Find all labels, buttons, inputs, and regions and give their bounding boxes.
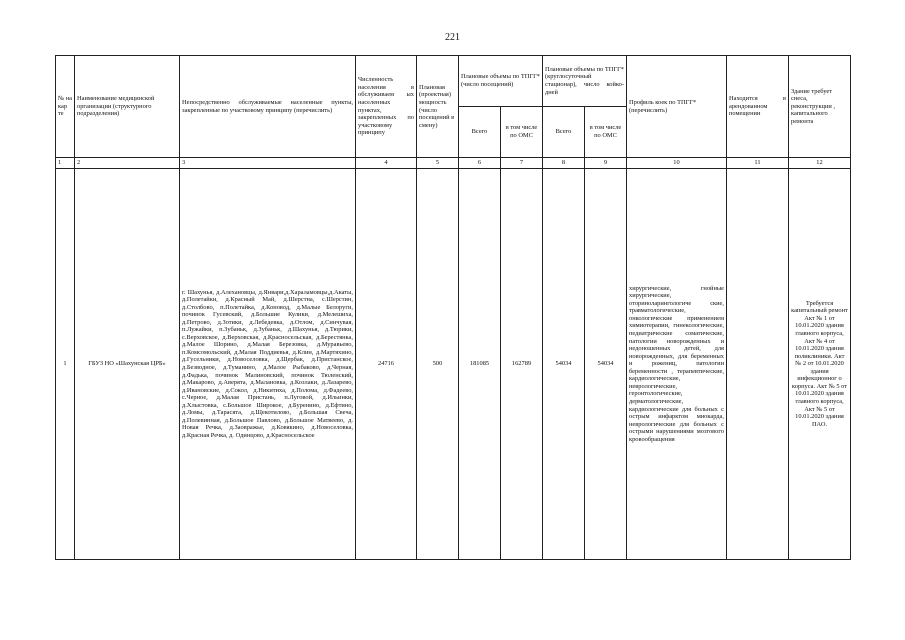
header-col-rented: Находится в арендованном помещении (727, 56, 789, 158)
row-beddays-oms: 54034 (585, 169, 627, 560)
column-number: 4 (356, 158, 417, 169)
row-bed-profile: хирургические, гнойные хирургические, оториноларингологиче ские, травматологические, онкологические применением химиотерапии, гинекологические, педиатрические соматические, патологии новорожденных и недоношенных детей, для новорожденных, для беременных и рожениц, патологии беременности , терапевтические, кардиологические, неврологические, геронтологические, дерматологические, кардиологические для больных с острым инфарктом миокарда, неврологические для больных с острыми нарушениями мозгового кровообращения (627, 169, 727, 560)
column-number-row (56, 158, 851, 169)
header-col-population: Численность населения в обслуживаем ых населенных пунктах, закрепленных по участковому принципу (356, 56, 417, 158)
column-number: 12 (789, 158, 851, 169)
row-population: 24716 (356, 169, 417, 560)
row-number: 1 (56, 169, 75, 560)
header-visits-total: Всего (459, 107, 501, 158)
column-number: 10 (627, 158, 727, 169)
header-col-organization: Наименование медицинской организации (структурного подразделения) (75, 56, 180, 158)
column-number: 11 (727, 158, 789, 169)
registry-table (55, 55, 851, 560)
column-number: 3 (180, 158, 356, 169)
row-visits-oms: 162789 (501, 169, 543, 560)
header-beddays-total: Всего (543, 107, 585, 158)
header-beddays-oms: в том числе по ОМС (585, 107, 627, 158)
header-col-points: Непосредственно обслуживаемые населенные пункты, закрепленные по участковому принципу (перечислить) (180, 56, 356, 158)
column-number: 8 (543, 158, 585, 169)
row-rebuild-note: Требуется капитальный ремонт Акт № 1 от 10.01.2020 здания главного корпуса, Акт № 4 от 10.01.2020 здания поликлиники. Акт № 2 от 10.01.2020 здания инфекционног о корпуса. Акт № 5 от 10.01.2020 здания главного корпуса, Акт № 5 от 10.01.2020 здания ПАО. (789, 169, 851, 560)
row-rented (727, 169, 789, 560)
column-number: 6 (459, 158, 501, 169)
column-number: 5 (417, 158, 459, 169)
header-col-capacity: Плановая (проектная) мощность (число посещений в смену) (417, 56, 459, 158)
column-number: 1 (56, 158, 75, 169)
row-visits-total: 181085 (459, 169, 501, 560)
column-number: 2 (75, 158, 180, 169)
row-organization: ГБУЗ НО «Шахунская ЦРБ» (75, 169, 180, 560)
row-beddays-total: 54034 (543, 169, 585, 560)
header-group-visits: Плановые объемы по ТПГГ* (число посещений) (459, 56, 543, 107)
header-row-1 (56, 56, 851, 107)
header-col-number: № на кар те (56, 56, 75, 158)
header-visits-oms: в том числе по ОМС (501, 107, 543, 158)
header-col-bed-profile: Профиль коек по ТПГГ* (перечислить) (627, 56, 727, 158)
row-settlements: г. Шахунья, д.Алехановцы, д.Январи,д.Хараламовцы,д.Акаты, д.Полетайки, д.Красный Май, д.Шерстна, с.Шерстин, д.Столбово, п.Полетайка, д.Коновод, д.Малые Белоруги, починок Гусевский, д.Большие Кулики, д.Мелешиха, д.Петрово, д.Зотики, д.Лебедевка, д.Отлом, д.Синчувая, п.Лужайки, п.Зубаньк, д.Зубаньк, д.Шахунья, д.Тюрики, с.Верховское, д.Верховская, д.Красносельская, д.Берестянка, д.Малое Шорино, д.Малая Березовка, д.Муравьево, п.Комсомольский, д.Малая Поддиевья, д.Клин, д.Мартяхино, д.Гусельники, д.Новоселовка, д.Щербак, д.Пристанское, д.Безводное, д.Туманино, д.Малое Рыбаково, д.Черная, д.Фадька, починок Малиновский, починок Тюленский, д.Макарово, д.Аверята, д.Малановка, д.Козлаки, д.Лазарево, д.Ивановские, д.Сокол, д.Никитиха, д.Полома, д.Фадеево, с.Черное, д.Малая Пристань, п.Луговой, д.Ильинки, д.Хлыстовка, с.Большое Широкое, д.Буренино, д.Ефтино, д.Ломы, д.Тарасята, д.Щекотилово, д.Большая Свеча, д.Полевинная, д.Большое Павлово, д.Большое Матвеево, д. Новая Речка, д.Заовражье, д.Ковякино, д.Новоселовка, д.Красная Речка, д. Одинцово, д.Красносельское (180, 169, 356, 560)
column-number: 7 (501, 158, 543, 169)
header-group-beddays: Плановые объемы по ТПГГ* (круглосуточный стационар), число койко-дней (543, 56, 627, 107)
table-row (56, 169, 851, 560)
column-number: 9 (585, 158, 627, 169)
page-number: 221 (445, 32, 460, 43)
header-col-rebuild: Здание требует снеса, реконструкции , капитального ремонта (789, 56, 851, 158)
row-capacity: 500 (417, 169, 459, 560)
